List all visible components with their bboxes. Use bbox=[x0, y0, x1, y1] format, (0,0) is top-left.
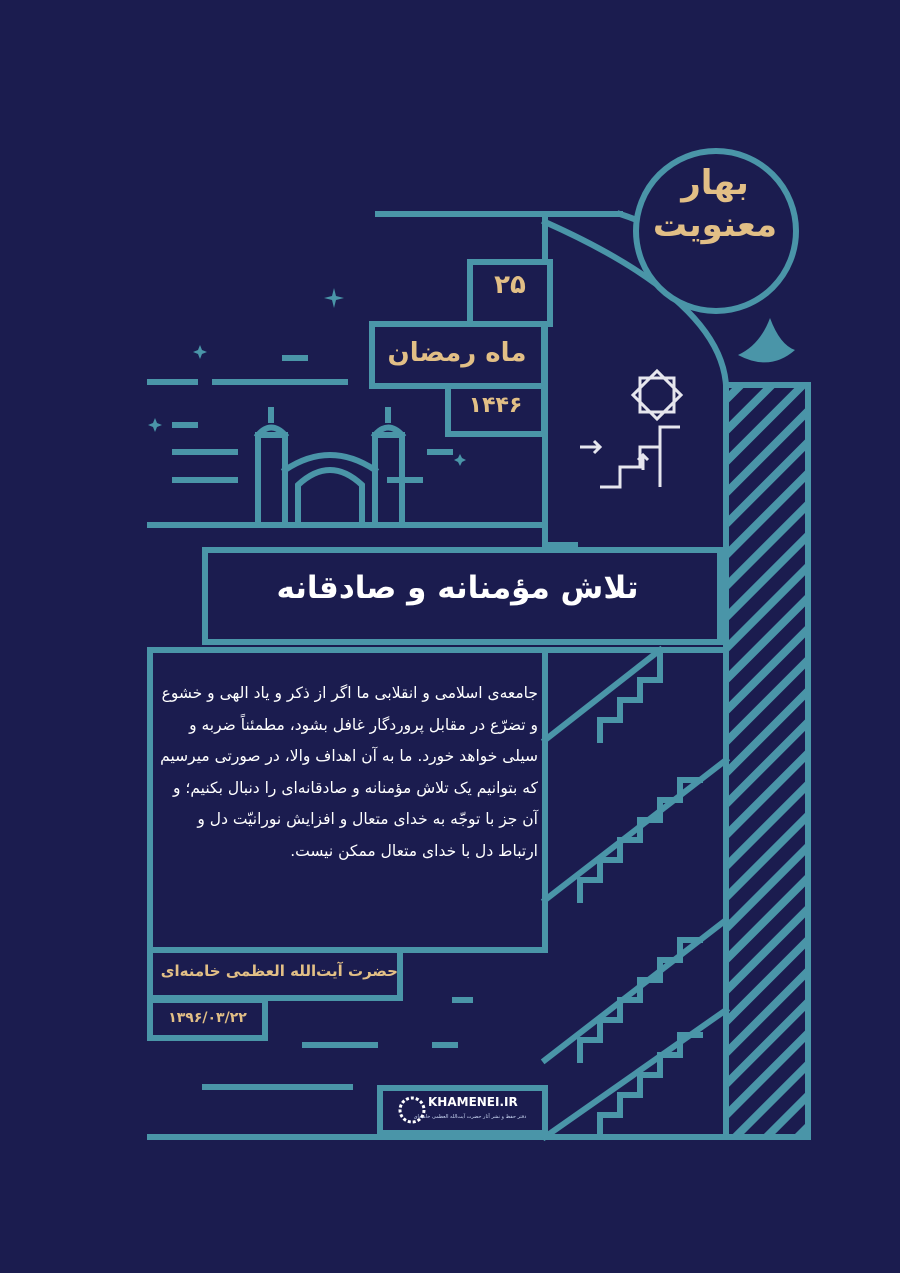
page-title: تلاش مؤمنانه و صادقانه bbox=[276, 570, 639, 606]
campaign-logo: بهار معنویت bbox=[652, 163, 778, 245]
author-name: حضرت آیت‌الله العظمی خامنه‌ای bbox=[160, 962, 398, 980]
bird-icon bbox=[738, 318, 795, 362]
day-number: ۲۵ bbox=[494, 270, 526, 300]
hijri-year: ۱۴۴۶ bbox=[468, 393, 523, 418]
quote-text: جامعه‌ی اسلامی و انقلابی ما اگر از ذکر و یاد الهی و خشوع و تضرّع در مقابل پروردگار غافل بشود، مطمئناً ضربه و سیلی خواهد خورد. ما به آن اهداف والا، در صورتی میرسیم که بتوانیم یک تلاش مؤمنانه و صادقانه‌ای را دنبال بکنیم؛ و آن جز با توجّه به خدای متعال و افزایش نورانیّت دل و ارتباط دل با خدای متعال ممکن نیست. bbox=[160, 684, 538, 860]
month-name: ماه رمضان bbox=[387, 338, 527, 368]
mosque-icon bbox=[258, 410, 402, 525]
allah-star-icon bbox=[633, 371, 681, 419]
quote-date: ۱۳۹۶/۰۳/۲۲ bbox=[168, 1010, 247, 1026]
site-subtitle: دفتر حفظ و نشر آثار حضرت آیت‌الله العظمی خامنه‌ای bbox=[413, 1114, 527, 1120]
stairs-icon bbox=[580, 427, 680, 487]
site-name[interactable]: KHAMENEI.IR bbox=[428, 1095, 518, 1109]
hatched-column bbox=[726, 385, 808, 1137]
